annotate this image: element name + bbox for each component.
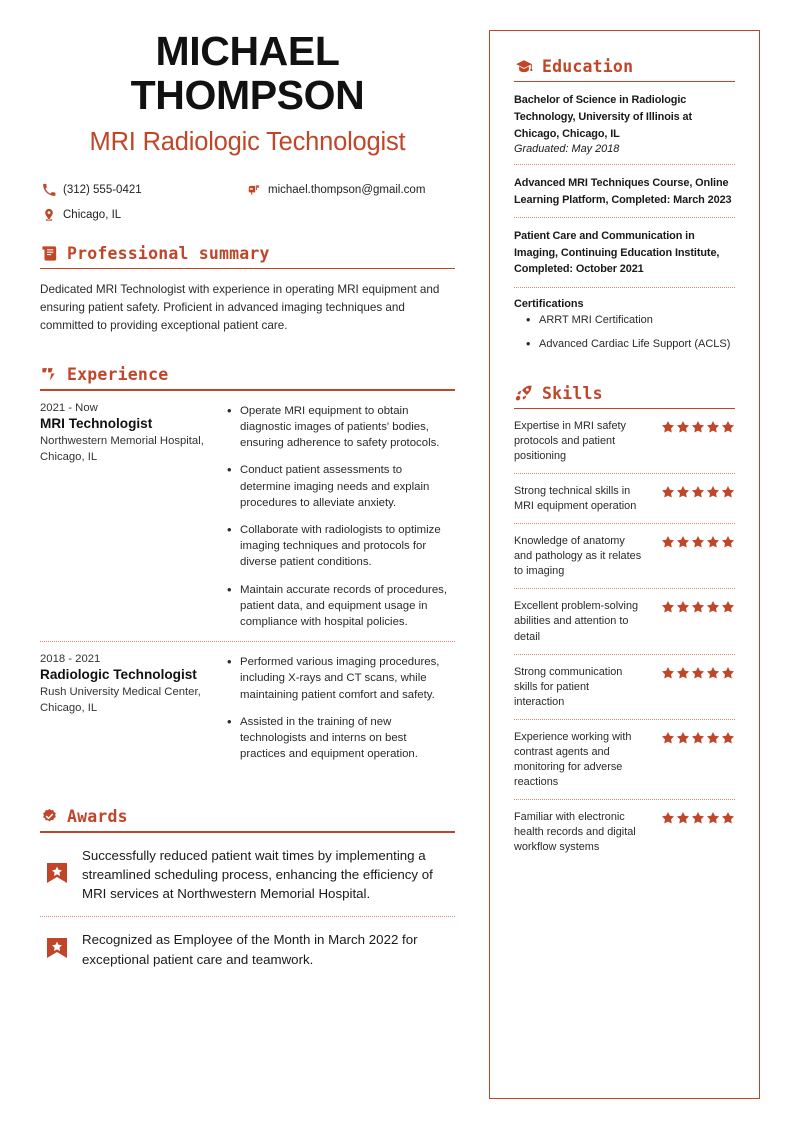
star-icon: [691, 811, 705, 825]
star-icon: [721, 485, 735, 499]
skill-rating: [661, 665, 735, 680]
contact-phone[interactable]: [42, 183, 247, 197]
skill-rating: [661, 810, 735, 825]
star-icon: [706, 811, 720, 825]
professional-summary-text: Dedicated MRI Technologist with experience in operating MRI equipment and ensuring patient safety. Proficient in advanced imaging techniques and committed to providing exceptional patient care.: [40, 283, 440, 333]
graduation-cap-icon: [514, 57, 533, 76]
skill-item: [514, 800, 735, 864]
skill-name: Knowledge of anatomy and pathology as it relates to imaging: [514, 535, 642, 578]
contact-email[interactable]: [247, 183, 425, 197]
experience-role: MRI Technologist: [40, 415, 153, 431]
star-icon: [661, 811, 675, 825]
ribbon-star-icon: [46, 862, 68, 888]
star-icon: [691, 485, 705, 499]
experience-bullet: • Conduct patient assessments to determine imaging needs and explain procedures to alleviate anxiety.: [225, 462, 455, 511]
star-icon: [706, 535, 720, 549]
award-text: Successfully reduced patient wait times by implementing a streamlined scheduling process, enhancing the efficiency of MRI services at Northwestern Memorial Hospital.: [82, 847, 433, 902]
education-item: [514, 165, 735, 218]
star-icon: [676, 731, 690, 745]
contact-phone-value: (312) 555-0421: [63, 183, 142, 196]
flag-icon: [40, 366, 58, 384]
experience-bullets: [225, 402, 455, 630]
star-icon: [676, 666, 690, 680]
skill-item: [514, 720, 735, 800]
star-icon: [706, 600, 720, 614]
star-icon: [691, 600, 705, 614]
skill-name: Excellent problem-solving abilities and attention to detail: [514, 600, 639, 643]
first-name: MICHAEL: [155, 28, 340, 74]
experience-item: [40, 653, 455, 773]
awards-title: Awards: [67, 807, 128, 827]
job-title: MRI Radiologic Technologist: [89, 127, 406, 156]
star-icon: [706, 666, 720, 680]
skill-name: Strong communication skills for patient interaction: [514, 665, 623, 708]
education-main: Patient Care and Communication in Imaging, Continuing Education Institute, Completed: October 2021: [514, 230, 720, 276]
star-icon: [721, 420, 735, 434]
star-icon: [661, 420, 675, 434]
star-icon: [721, 535, 735, 549]
star-icon: [676, 485, 690, 499]
skill-rating: [661, 730, 735, 745]
star-icon: [706, 731, 720, 745]
section-professional-summary: [40, 244, 455, 336]
skill-item: [514, 655, 735, 720]
education-main: Bachelor of Science in Radiologic Technology, University of Illinois at Chicago, Chicago, IL: [514, 94, 693, 140]
experience-bullet: • Performed various imaging procedures, including X-rays and CT scans, while maintaining patient comfort and safety.: [225, 654, 455, 703]
section-education: [514, 57, 735, 362]
experience-meta: [40, 653, 225, 762]
phone-icon: [42, 183, 56, 197]
experience-item: [40, 402, 455, 642]
section-awards: [40, 807, 455, 982]
certifications-list: [514, 313, 735, 353]
star-icon: [676, 535, 690, 549]
star-icon: [661, 535, 675, 549]
education-header: [514, 57, 735, 81]
experience-bullet: • Maintain accurate records of procedures, patient data, and equipment usage in compliance with hospital policies.: [225, 582, 455, 631]
star-icon: [691, 420, 705, 434]
experience-organization: Rush University Medical Center, Chicago, IL: [40, 686, 201, 715]
skill-name: Experience working with contrast agents and monitoring for adverse reactions: [514, 730, 632, 788]
right-sidebar-panel: [489, 30, 760, 1099]
star-icon: [661, 731, 675, 745]
last-name: THOMPSON: [130, 71, 365, 118]
certifications-title: Certifications: [514, 297, 584, 310]
contact-location-value: Chicago, IL: [63, 208, 122, 221]
education-sub: Graduated: May 2018: [514, 143, 620, 156]
certification-item: • Advanced Cardiac Life Support (ACLS): [526, 337, 735, 352]
education-item: [514, 82, 735, 165]
star-icon: [676, 811, 690, 825]
experience-bullet: • Collaborate with radiologists to optimize imaging techniques and protocols for diverse patient conditions.: [225, 522, 455, 571]
skill-name: Strong technical skills in MRI equipment operation: [514, 485, 637, 513]
skills-title: Skills: [542, 383, 603, 403]
name-block: [40, 30, 455, 157]
experience-bullet: • Assisted in the training of new technologists and interns on best practices and equipment operation.: [225, 714, 455, 763]
scroll-icon: [40, 244, 58, 262]
check-badge-icon: [40, 808, 58, 826]
ribbon-star-icon: [46, 937, 68, 963]
awards-header: [40, 807, 455, 831]
education-main: Advanced MRI Techniques Course, Online Learning Platform, Completed: March 2023: [514, 177, 732, 206]
star-icon: [661, 600, 675, 614]
skill-rating: [661, 484, 735, 499]
contact-row-2: [42, 208, 455, 222]
experience-header: [40, 365, 455, 389]
skill-item: [514, 409, 735, 474]
star-icon: [676, 420, 690, 434]
certifications-block: [514, 288, 735, 362]
star-icon: [706, 485, 720, 499]
experience-meta: [40, 402, 225, 630]
star-icon: [661, 666, 675, 680]
skill-rating: [661, 419, 735, 434]
contact-location[interactable]: [42, 208, 247, 222]
education-title: Education: [542, 57, 634, 76]
experience-rule: [40, 389, 455, 390]
star-icon: [691, 666, 705, 680]
star-icon: [661, 485, 675, 499]
professional-summary-rule: [40, 268, 455, 269]
rocket-icon: [514, 384, 533, 403]
experience-organization: Northwestern Memorial Hospital, Chicago, IL: [40, 434, 204, 463]
star-icon: [721, 731, 735, 745]
contact-row-1: [42, 183, 455, 197]
star-icon: [691, 731, 705, 745]
left-column: [40, 30, 455, 982]
award-text: Recognized as Employee of the Month in March 2022 for exceptional patient care and teamwork.: [82, 932, 418, 967]
skill-name: Familiar with electronic health records and digital workflow systems: [514, 810, 636, 853]
skill-rating: [661, 599, 735, 614]
skill-item: [514, 589, 735, 654]
location-pin-icon: [42, 208, 56, 222]
certification-item: • ARRT MRI Certification: [526, 313, 735, 328]
experience-dates: 2021 - Now: [40, 401, 98, 414]
skills-header: [514, 384, 735, 408]
experience-title: Experience: [67, 365, 169, 385]
experience-dates: 2018 - 2021: [40, 653, 101, 666]
section-experience: [40, 365, 455, 773]
skill-item: [514, 524, 735, 589]
star-icon: [721, 600, 735, 614]
contact-info: [40, 183, 455, 222]
skill-rating: [661, 534, 735, 549]
experience-bullet: • Operate MRI equipment to obtain diagnostic images of patients' bodies, ensuring adherence to safety protocols.: [225, 403, 455, 452]
star-icon: [691, 535, 705, 549]
skill-item: [514, 474, 735, 524]
experience-bullets: [225, 653, 455, 762]
contact-email-value: michael.thompson@gmail.com: [268, 183, 426, 196]
star-icon: [721, 811, 735, 825]
award-item: [40, 917, 455, 982]
award-item: [40, 833, 455, 918]
section-skills: [514, 384, 735, 864]
skill-name: Expertise in MRI safety protocols and patient positioning: [514, 420, 626, 463]
star-icon: [721, 666, 735, 680]
mailbox-icon: [247, 183, 261, 197]
professional-summary-header: [40, 244, 455, 268]
star-icon: [676, 600, 690, 614]
star-icon: [706, 420, 720, 434]
professional-summary-title: Professional summary: [67, 243, 270, 263]
education-item: [514, 218, 735, 288]
experience-role: Radiologic Technologist: [40, 667, 197, 683]
